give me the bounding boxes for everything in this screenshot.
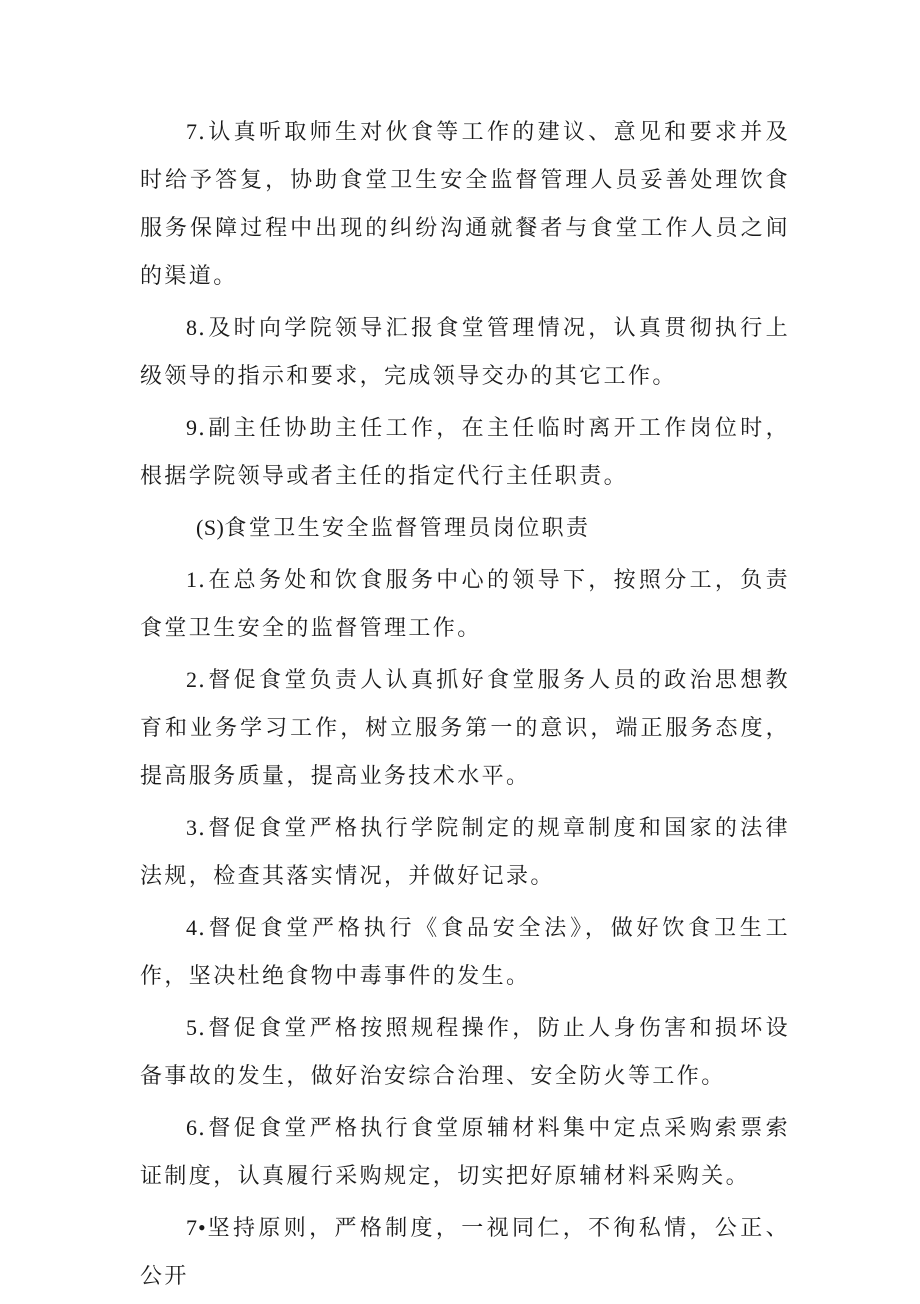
section-heading-prefix: (S): [196, 515, 225, 540]
paragraph-number: 1: [186, 567, 198, 592]
duty-item-3: [140, 804, 790, 901]
paragraph-text: .督促食堂严格执行学院制定的规章制度和国家的法律法规，检查其落实情况，并做好记录。: [140, 816, 790, 889]
duty-item-4: [140, 904, 790, 1001]
paragraph-text: .督促食堂严格执行《食品安全法》，做好饮食卫生工作，坚决杜绝食物中毒事件的发生。: [140, 916, 790, 989]
paragraph-text: .认真听取师生对伙食等工作的建议、意见和要求并及时给予答复，协助食堂卫生安全监督管理人员妥善处理饮食服务保障过程中出现的纠纷沟通就餐者与食堂工作人员之间的渠道。: [140, 120, 790, 289]
duty-item-7: [140, 1204, 790, 1301]
section-heading: [140, 504, 790, 553]
paragraph-number: 2: [186, 667, 198, 692]
document-body: [140, 108, 790, 1304]
paragraph-text: .及时向学院领导汇报食堂管理情况，认真贯彻执行上级领导的指示和要求，完成领导交办的其它工作。: [140, 316, 790, 389]
duty-item-2: [140, 656, 790, 801]
paragraph-number: 8: [186, 315, 198, 340]
paragraph-number: 9: [186, 415, 198, 440]
paragraph-item-7: [140, 108, 790, 301]
paragraph-number: 5: [186, 1015, 198, 1040]
section-heading-title: 食堂卫生安全监督管理员岗位职责: [224, 516, 591, 541]
paragraph-item-9: [140, 404, 790, 501]
paragraph-text: 坚持原则，严格制度，一视同仁，不徇私情，公正、公开: [140, 1216, 790, 1289]
paragraph-text: .在总务处和饮食服务中心的领导下，按照分工，负责食堂卫生安全的监督管理工作。: [140, 568, 790, 641]
duty-item-1: [140, 556, 790, 653]
paragraph-number: 7•: [186, 1215, 207, 1240]
paragraph-number: 6: [186, 1115, 198, 1140]
duty-item-5: [140, 1004, 790, 1101]
paragraph-item-8: [140, 304, 790, 401]
paragraph-text: .督促食堂负责人认真抓好食堂服务人员的政治思想教育和业务学习工作，树立服务第一的意识，端正服务态度，提高服务质量，提高业务技术水平。: [140, 668, 790, 789]
paragraph-number: 4: [186, 915, 198, 940]
paragraph-text: .副主任协助主任工作，在主任临时离开工作岗位时，根据学院领导或者主任的指定代行主任职责。: [140, 416, 790, 489]
paragraph-text: .督促食堂严格执行食堂原辅材料集中定点采购索票索证制度，认真履行采购规定，切实把好原辅材料采购关。: [140, 1116, 790, 1189]
duty-item-6: [140, 1104, 790, 1201]
paragraph-text: .督促食堂严格按照规程操作，防止人身伤害和损坏设备事故的发生，做好治安综合治理、安全防火等工作。: [140, 1016, 790, 1089]
paragraph-number: 7: [186, 119, 198, 144]
paragraph-number: 3: [186, 815, 198, 840]
